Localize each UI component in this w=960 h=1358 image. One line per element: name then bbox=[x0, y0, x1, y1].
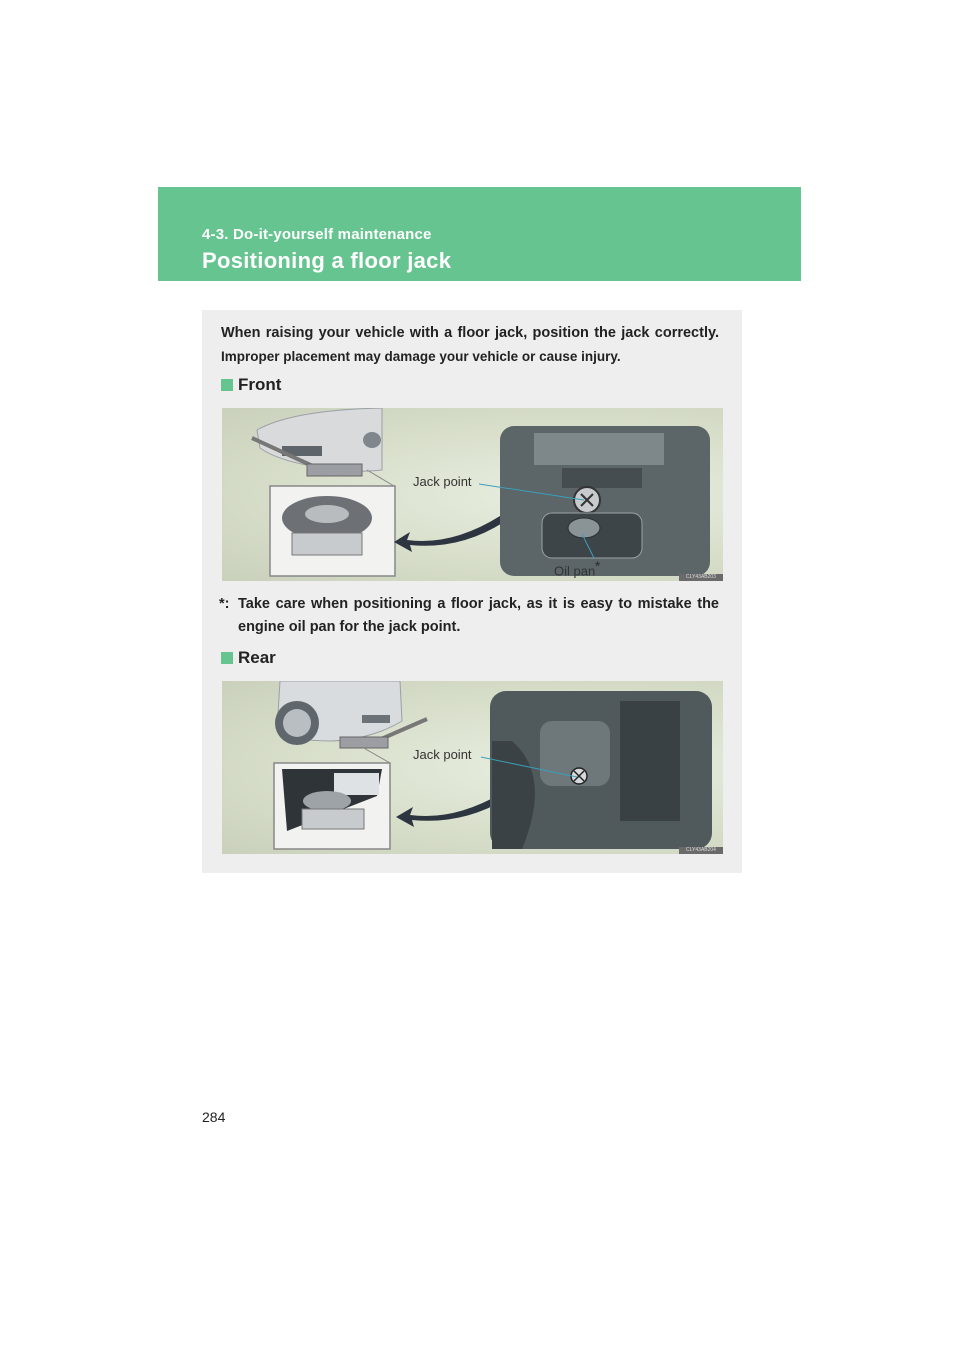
oil-pan-label-text: Oil pan bbox=[554, 563, 596, 579]
footnote-line-2: engine oil pan for the jack point. bbox=[238, 619, 461, 635]
square-bullet-icon bbox=[221, 379, 233, 391]
front-jack-illustration bbox=[222, 408, 723, 581]
section-header bbox=[158, 187, 801, 281]
section-label: 4-3. Do-it-yourself maintenance bbox=[202, 226, 432, 243]
intro-line-2: Improper placement may damage your vehicle or cause injury. bbox=[221, 349, 621, 364]
intro-line-1: When raising your vehicle with a floor jack, position the jack correctly. bbox=[221, 325, 719, 341]
oil-pan-label bbox=[554, 559, 600, 578]
intro-text bbox=[221, 322, 719, 368]
footnote-mark: *: bbox=[219, 596, 230, 612]
jack-point-label: Jack point bbox=[413, 474, 472, 489]
front-heading-label: Front bbox=[238, 375, 282, 394]
figure-code: CLY43AB204 bbox=[679, 847, 723, 854]
rear-jack-figure bbox=[222, 681, 723, 854]
front-jack-figure bbox=[222, 408, 723, 581]
footnote bbox=[219, 593, 719, 639]
rear-heading bbox=[221, 648, 276, 668]
rear-jack-illustration bbox=[222, 681, 723, 854]
footnote-line-1: Take care when positioning a floor jack, as it is easy to mistake the bbox=[238, 596, 719, 612]
jack-point-label: Jack point bbox=[413, 747, 472, 762]
page-title: Positioning a floor jack bbox=[202, 248, 452, 273]
page-number: 284 bbox=[202, 1109, 226, 1125]
oil-pan-mark: * bbox=[595, 559, 600, 573]
rear-heading-label: Rear bbox=[238, 648, 276, 667]
square-bullet-icon bbox=[221, 652, 233, 664]
figure-code: CLY43AB203 bbox=[679, 574, 723, 581]
front-heading bbox=[221, 375, 281, 395]
content-panel bbox=[202, 310, 742, 873]
